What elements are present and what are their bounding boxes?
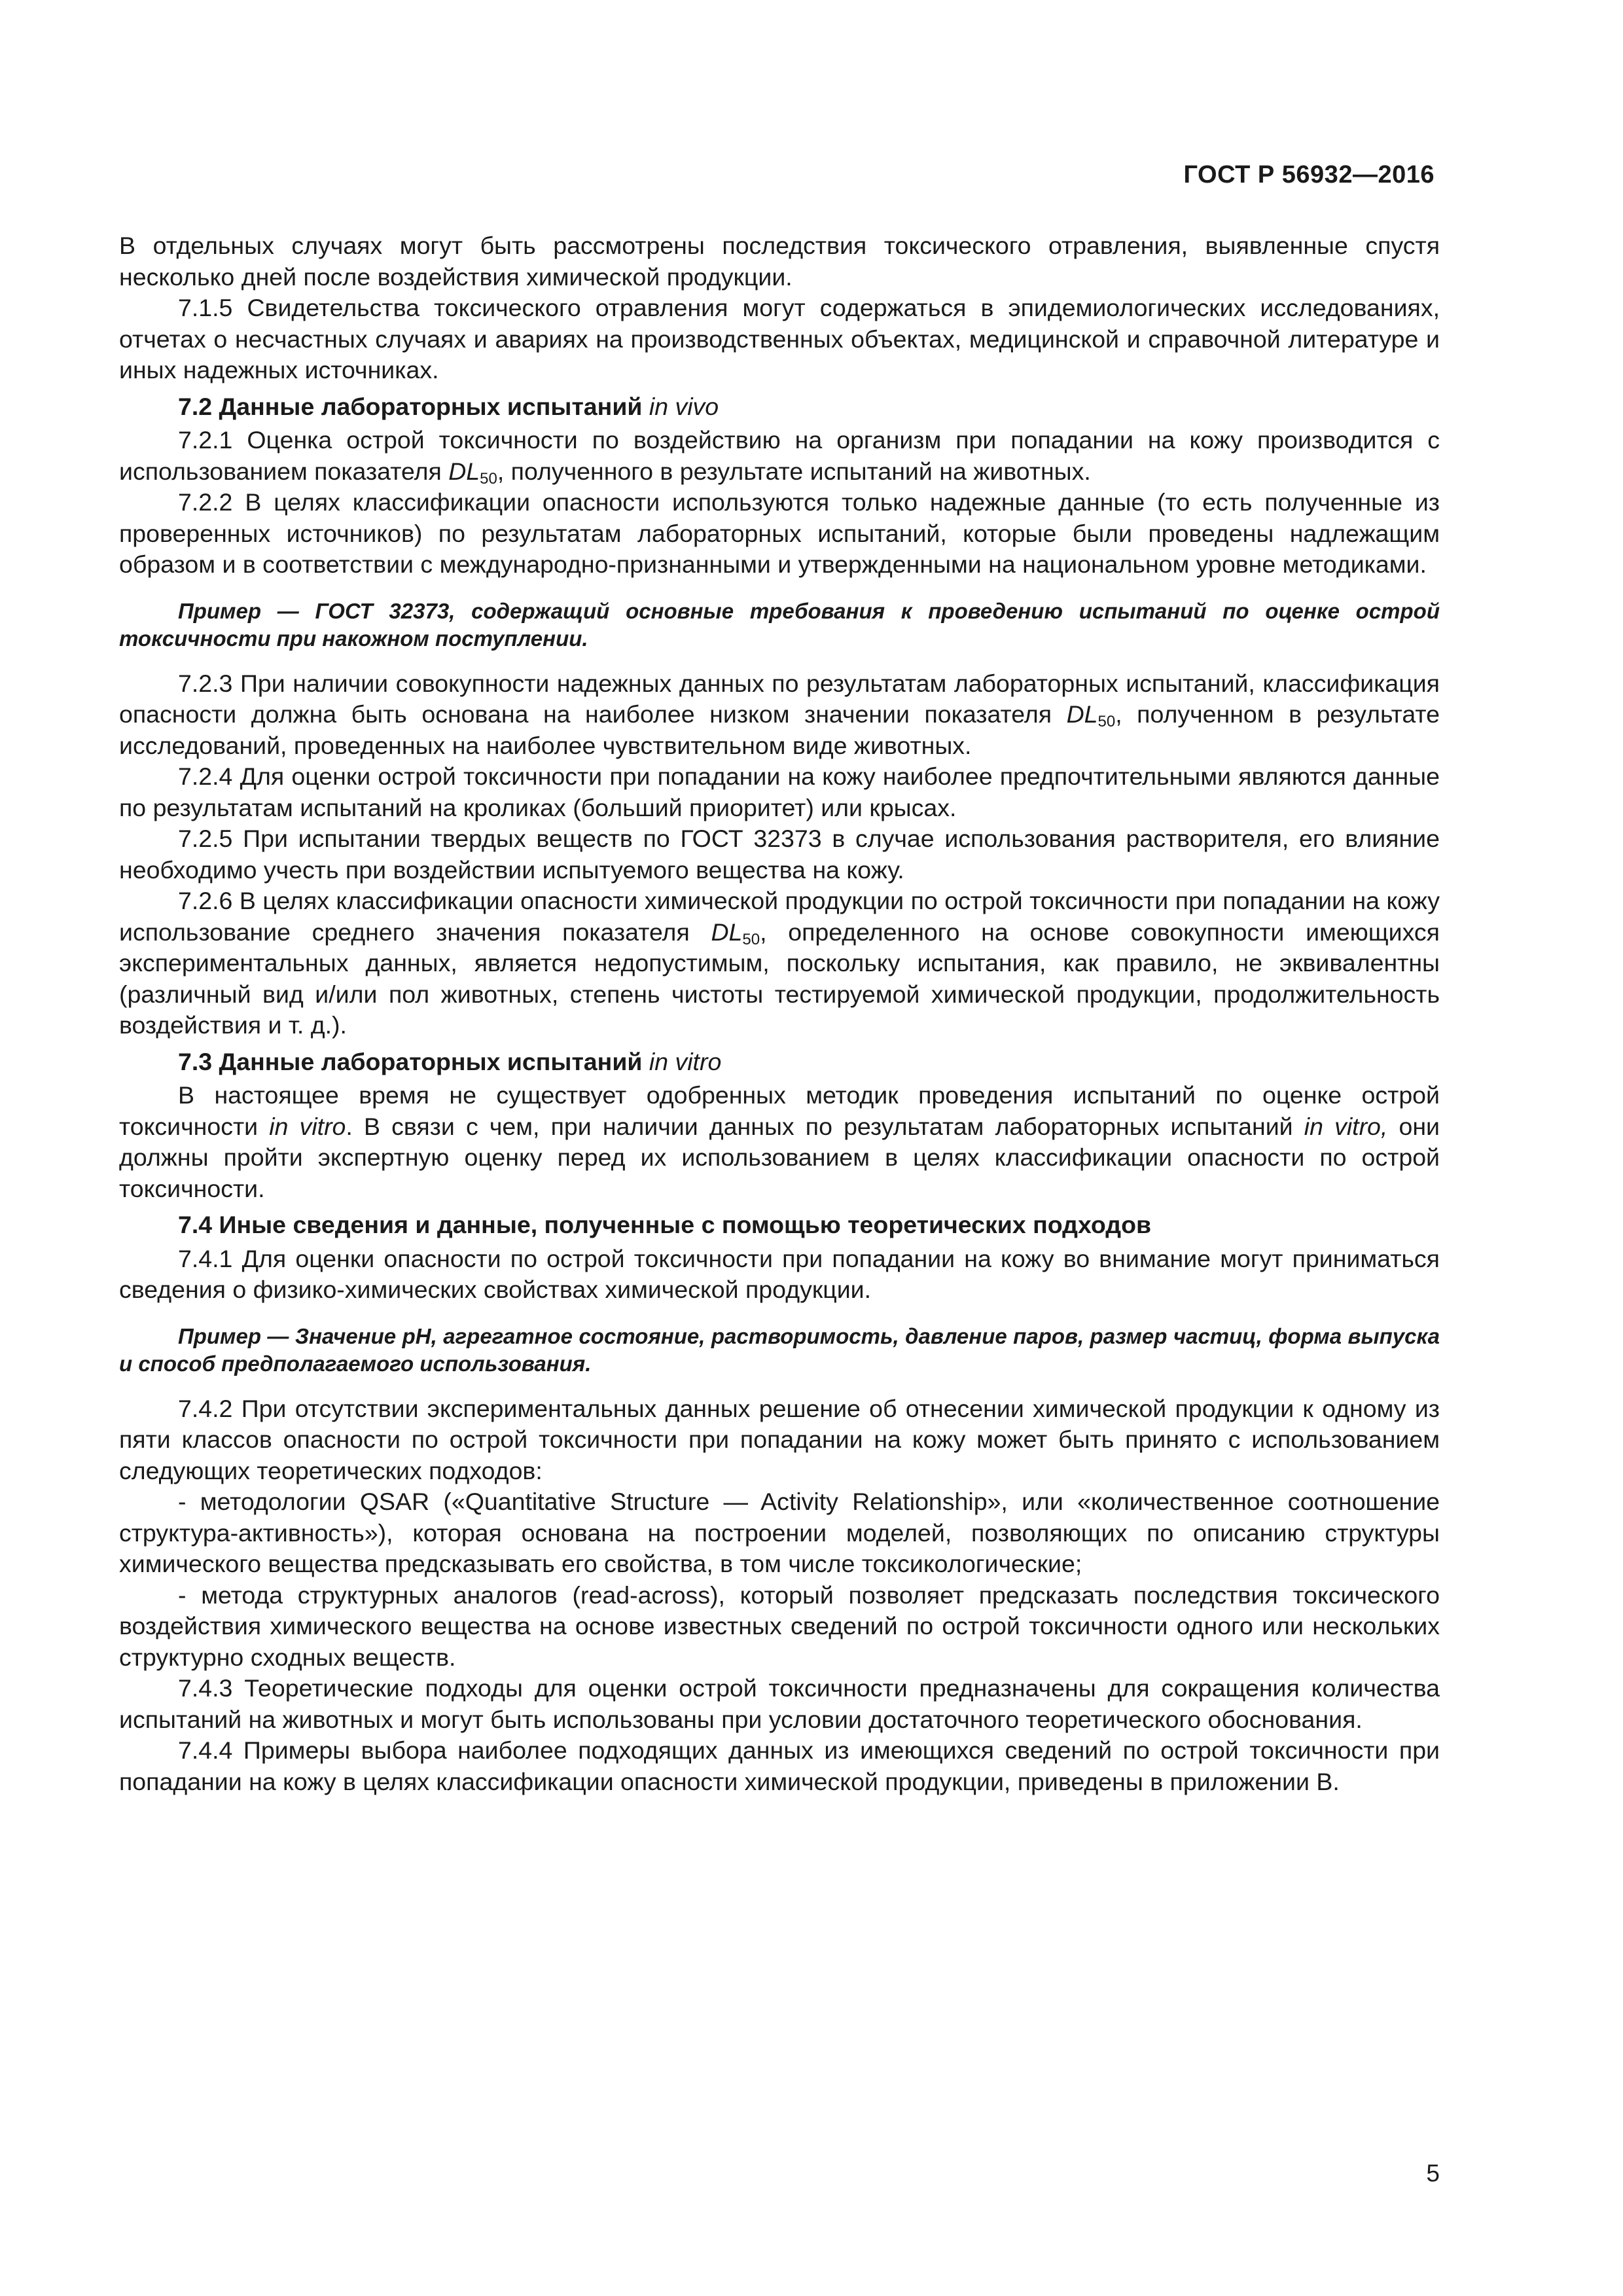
paragraph-7-4-3: 7.4.3 Теоретические подходы для оценки острой токсичности предназначены для сокращения количества испытаний на животных и могут быть использованы при условии достаточного теоретического обоснования. — [119, 1674, 1440, 1733]
paragraph-7-4-2: 7.4.2 При отсутствии экспериментальных данных решение об отнесении химической продукции к одному из пяти классов опасности по острой токсичности при попадании на кожу может быть принято с использованием следующих теоретических подходов: — [119, 1394, 1440, 1484]
paragraph-7-2-6: 7.2.6 В целях классификации опасности химической продукции по острой токсичности при попадании на кожу использование среднего значения показателя $DL_{50}$, определенного на основе совокупности имеющихся экспериментальных данных, является недопустимым, поскольку испытания, как правило, не эквивалентны (различный вид и/или пол животных, степень чистоты тестируемой химической продукции, продолжительность воздействия и т. д.). — [119, 887, 1440, 1039]
paragraph-7-2-5: 7.2.5 При испытании твердых веществ по ГОСТ 32373 в случае использования растворителя, его влияние необходимо учесть при воздействии испытуемого вещества на кожу. — [119, 825, 1440, 884]
section-heading-7-4: 7.4 Иные сведения и данные, полученные с помощью теоретических подходов — [178, 1211, 1152, 1238]
paragraph-7-2-3: 7.2.3 При наличии совокупности надежных данных по результатам лабораторных испытаний, классификация опасности должна быть основана на наиболее низком значении показателя $DL_{50}$, полученном в результате исследований, проведенных на наиболее чувствительном виде животных. — [119, 669, 1440, 759]
example-note-1: Пример — ГОСТ 32373, содержащий основные требования к проведению испытаний по оценке острой токсичности при накожном поступлении. — [119, 598, 1440, 651]
section-heading-7-2: 7.2 Данные лабораторных испытаний in vivo — [178, 392, 719, 420]
section-heading-7-3: 7.3 Данные лабораторных испытаний in vitro — [178, 1047, 722, 1075]
page-number: 5 — [1426, 2160, 1440, 2187]
paragraph-7-2-1: 7.2.1 Оценка острой токсичности по воздействию на организм при попадании на кожу производится с использованием показателя $DL_{50}$, полученного в результате испытаний на животных. — [119, 426, 1440, 488]
document-body — [119, 230, 1440, 1797]
paragraph-7-3: В настоящее время не существует одобренных методик проведения испытаний по оценке острой токсичности in vitro. В связи с чем, при наличии данных по результатам лабораторных испытаний in vitro, они должны пройти экспертную оценку перед их использованием в целях классификации опасности по острой токсичности. — [119, 1081, 1440, 1202]
paragraph-7-1-5: 7.1.5 Свидетельства токсического отравления могут содержаться в эпидемиологических исследованиях, отчетах о несчастных случаях и авариях на производственных объектах, медицинской и справочной литературе и иных надежных источниках. — [119, 294, 1440, 384]
list-item-qsar: - методологии QSAR («Quantitative Structure — Activity Relationship», или «количественное соотношение структура-активность»), которая основана на построении моделей, позволяющих по описанию структуры химического вещества предсказывать его свойства, в том числе токсикологические; — [119, 1488, 1440, 1577]
paragraph-7-4-1: 7.4.1 Для оценки опасности по острой токсичности при попадании на кожу во внимание могут приниматься сведения о физико-химических свойствах химической продукции. — [119, 1244, 1440, 1303]
paragraph-7-4-4: 7.4.4 Примеры выбора наиболее подходящих данных из имеющихся сведений по острой токсичности при попадании на кожу в целях классификации опасности химической продукции, приведены в приложении В. — [119, 1736, 1440, 1795]
document-code-header: ГОСТ Р 56932—2016 — [1183, 161, 1435, 188]
paragraph-7-2-4: 7.2.4 Для оценки острой токсичности при попадании на кожу наиболее предпочтительными являются данные по результатам испытаний на кроликах (больший приоритет) или крысах. — [119, 762, 1440, 821]
list-item-read-across: - метода структурных аналогов (read-across), который позволяет предсказать последствия токсического воздействия химического вещества на основе известных сведений по острой токсичности одного или нескольких структурно сходных веществ. — [119, 1581, 1440, 1671]
example-note-2: Пример — Значение pH, агрегатное состояние, растворимость, давление паров, размер частиц, форма выпуска и способ предполагаемого использования. — [119, 1323, 1440, 1376]
paragraph-intro: В отдельных случаях могут быть рассмотрены последствия токсического отравления, выявленные спустя несколько дней после воздействия химической продукции. — [119, 232, 1440, 291]
paragraph-7-2-2: 7.2.2 В целях классификации опасности используются только надежные данные (то есть полученные из проверенных источников) по результатам лабораторных испытаний, которые были проведены надлежащим образом и в соответствии с международно-признанными и утвержденными на национальном уровне методиками. — [119, 488, 1440, 578]
